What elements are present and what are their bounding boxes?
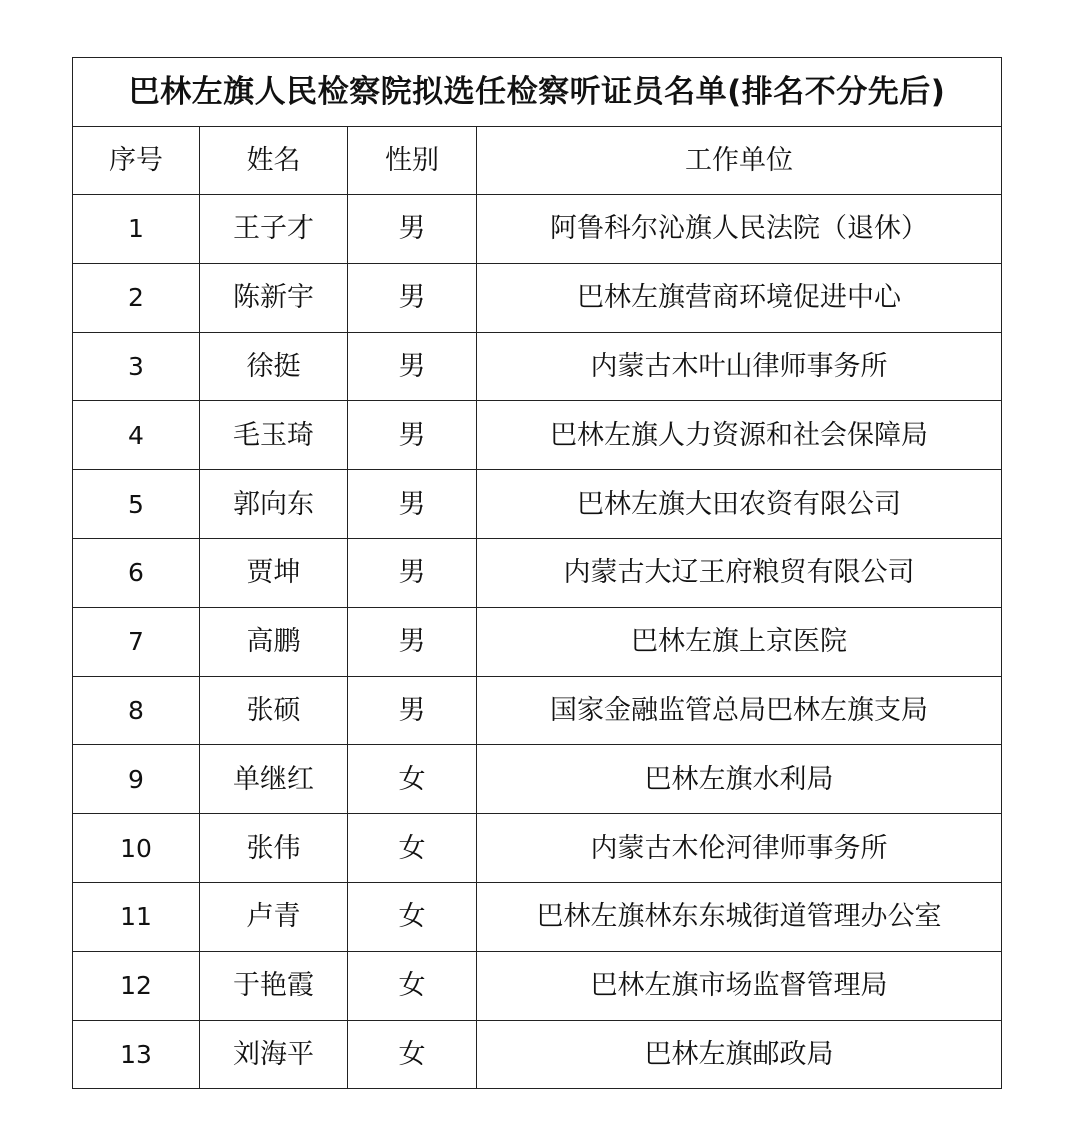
row-no: 10 xyxy=(73,814,200,883)
row-sex: 男 xyxy=(348,676,477,745)
table-title: 巴林左旗人民检察院拟选任检察听证员名单(排名不分先后) xyxy=(73,58,1002,127)
table-row xyxy=(73,814,1002,883)
row-no: 12 xyxy=(73,951,200,1020)
header-row xyxy=(73,127,1002,195)
row-unit: 内蒙古木叶山律师事务所 xyxy=(477,332,1002,401)
table-row xyxy=(73,951,1002,1020)
table-row xyxy=(73,745,1002,814)
row-sex: 女 xyxy=(348,745,477,814)
table-row xyxy=(73,1020,1002,1089)
row-name: 刘海平 xyxy=(200,1020,348,1089)
row-unit: 巴林左旗人力资源和社会保障局 xyxy=(477,401,1002,470)
row-unit: 巴林左旗水利局 xyxy=(477,745,1002,814)
row-unit: 巴林左旗营商环境促进中心 xyxy=(477,263,1002,332)
row-no: 6 xyxy=(73,538,200,607)
row-unit: 阿鲁科尔沁旗人民法院（退休） xyxy=(477,195,1002,264)
header-no: 序号 xyxy=(73,127,200,195)
row-unit: 巴林左旗大田农资有限公司 xyxy=(477,470,1002,539)
row-sex: 男 xyxy=(348,195,477,264)
row-unit: 巴林左旗邮政局 xyxy=(477,1020,1002,1089)
row-unit: 国家金融监管总局巴林左旗支局 xyxy=(477,676,1002,745)
row-name: 王子才 xyxy=(200,195,348,264)
table-row xyxy=(73,195,1002,264)
row-no: 1 xyxy=(73,195,200,264)
row-name: 张硕 xyxy=(200,676,348,745)
table-row xyxy=(73,332,1002,401)
row-no: 7 xyxy=(73,607,200,676)
table-row xyxy=(73,676,1002,745)
row-sex: 男 xyxy=(348,332,477,401)
row-name: 卢青 xyxy=(200,882,348,951)
row-unit: 巴林左旗市场监督管理局 xyxy=(477,951,1002,1020)
row-name: 单继红 xyxy=(200,745,348,814)
title-row xyxy=(73,58,1002,127)
header-name: 姓名 xyxy=(200,127,348,195)
row-name: 徐挺 xyxy=(200,332,348,401)
row-no: 5 xyxy=(73,470,200,539)
row-sex: 女 xyxy=(348,1020,477,1089)
row-name: 张伟 xyxy=(200,814,348,883)
row-no: 4 xyxy=(73,401,200,470)
row-no: 3 xyxy=(73,332,200,401)
row-sex: 男 xyxy=(348,607,477,676)
row-no: 2 xyxy=(73,263,200,332)
row-name: 高鹏 xyxy=(200,607,348,676)
row-sex: 男 xyxy=(348,401,477,470)
row-name: 陈新宇 xyxy=(200,263,348,332)
table-row xyxy=(73,401,1002,470)
row-unit: 巴林左旗上京医院 xyxy=(477,607,1002,676)
row-sex: 男 xyxy=(348,470,477,539)
row-unit: 内蒙古大辽王府粮贸有限公司 xyxy=(477,538,1002,607)
row-name: 于艳霞 xyxy=(200,951,348,1020)
table-row xyxy=(73,882,1002,951)
table-row xyxy=(73,538,1002,607)
document-sheet xyxy=(72,57,1001,1089)
row-sex: 男 xyxy=(348,263,477,332)
table-row xyxy=(73,263,1002,332)
candidate-table xyxy=(72,57,1002,1089)
row-unit: 巴林左旗林东东城街道管理办公室 xyxy=(477,882,1002,951)
row-unit: 内蒙古木伦河律师事务所 xyxy=(477,814,1002,883)
row-no: 13 xyxy=(73,1020,200,1089)
row-sex: 女 xyxy=(348,882,477,951)
row-name: 毛玉琦 xyxy=(200,401,348,470)
table-row xyxy=(73,470,1002,539)
header-sex: 性别 xyxy=(348,127,477,195)
row-no: 8 xyxy=(73,676,200,745)
row-name: 郭向东 xyxy=(200,470,348,539)
table-row xyxy=(73,607,1002,676)
row-no: 11 xyxy=(73,882,200,951)
row-no: 9 xyxy=(73,745,200,814)
header-unit: 工作单位 xyxy=(477,127,1002,195)
row-sex: 男 xyxy=(348,538,477,607)
row-sex: 女 xyxy=(348,951,477,1020)
row-sex: 女 xyxy=(348,814,477,883)
row-name: 贾坤 xyxy=(200,538,348,607)
